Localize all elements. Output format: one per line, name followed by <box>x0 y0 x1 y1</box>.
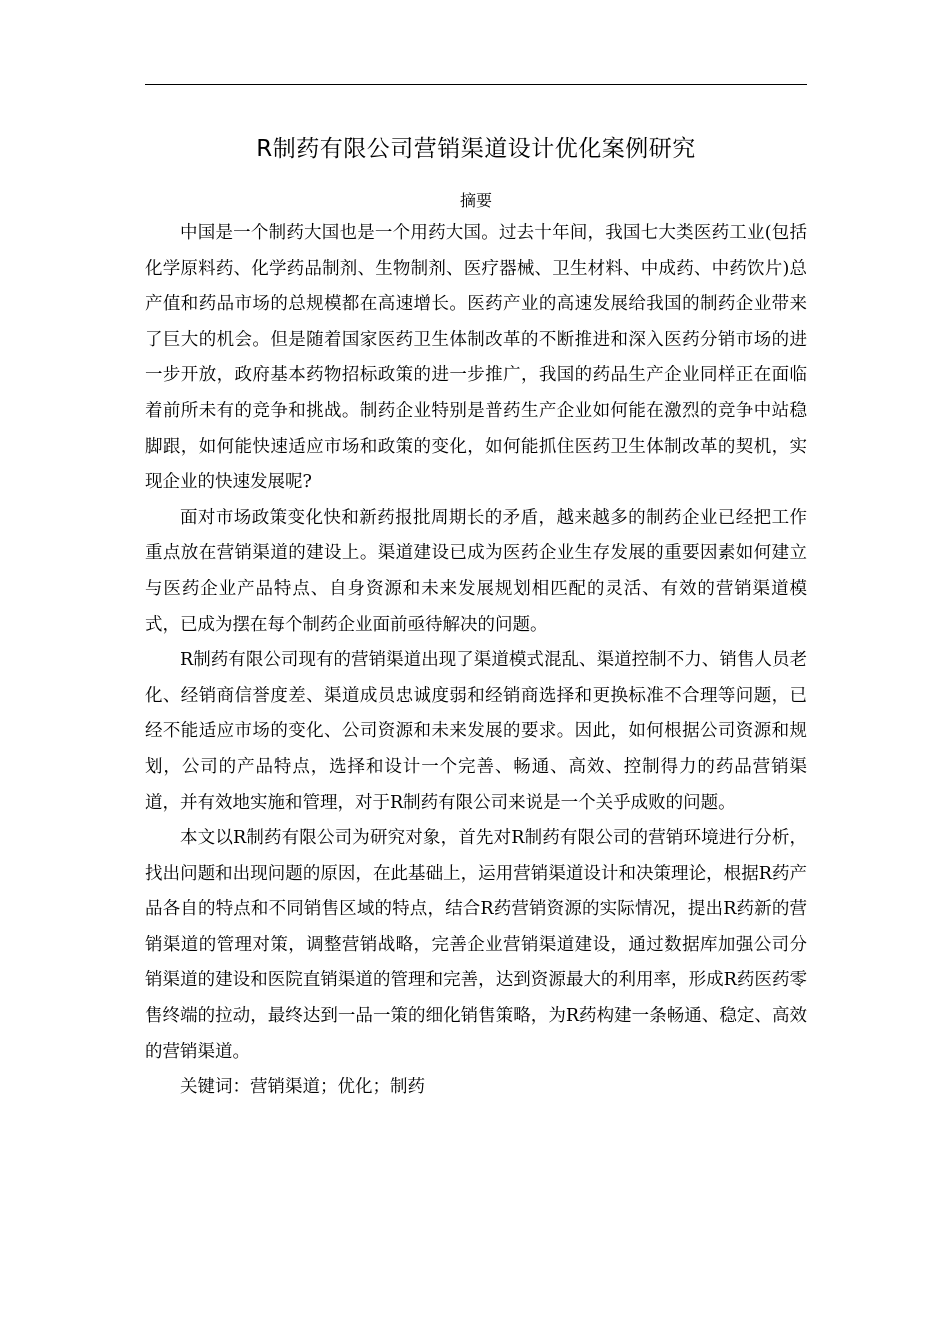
abstract-paragraph-3: R制药有限公司现有的营销渠道出现了渠道模式混乱、渠道控制不力、销售人员老化、经销商信誉度差、渠道成员忠诚度弱和经销商选择和更换标准不合理等问题，已经不能适应市场的变化、公司资源和未来发展的要求。因此，如何根据公司资源和规划，公司的产品特点，选择和设计一个完善、畅通、高效、控制得力的药品营销渠道，并有效地实施和管理，对于R制药有限公司来说是一个关乎成败的问题。 <box>145 650 807 813</box>
abstract-paragraph-4: 本文以R制药有限公司为研究对象，首先对R制药有限公司的营销环境进行分析，找出问题和出现问题的原因，在此基础上，运用营销渠道设计和决策理论，根据R药产品各自的特点和不同销售区域的特点，结合R药营销资源的实际情况，提出R药新的营销渠道的管理对策，调整营销战略，完善企业营销渠道建设，通过数据库加强公司分销渠道的建设和医院直销渠道的管理和完善，达到资源最大的利用率，形成R药医药零售终端的拉动，最终达到一品一策的细化销售策略，为R药构建一条畅通、稳定、高效的营销渠道。 <box>145 828 807 1062</box>
abstract-paragraph-2: 面对市场政策变化快和新药报批周期长的矛盾，越来越多的制药企业已经把工作重点放在营销渠道的建设上。渠道建设已成为医药企业生存发展的重要因素如何建立与医药企业产品特点、自身资源和未来发展规划相匹配的灵活、有效的营销渠道模式，已成为摆在每个制药企业面前亟待解决的问题。 <box>145 507 807 635</box>
keywords-line: 关键词：营销渠道；优化；制药 <box>180 1077 425 1098</box>
header-rule <box>145 84 807 85</box>
abstract-paragraph-1: 中国是一个制药大国也是一个用药大国。过去十年间，我国七大类医药工业(包括化学原料药、化学药品制剂、生物制剂、医疗器械、卫生材料、中成药、中药饮片)总产值和药品市场的总规模都在高速增长。医药产业的高速发展给我国的制药企业带来了巨大的机会。但是随着国家医药卫生体制改革的不断推进和深入医药分销市场的进一步开放，政府基本药物招标政策的进一步推广，我国的药品生产企业同样正在面临着前所未有的竞争和挑战。制药企业特别是普药生产企业如何能在激烈的竞争中站稳脚跟，如何能快速适应市场和政策的变化，如何能抓住医药卫生体制改革的契机，实现企业的快速发展呢? <box>145 223 807 493</box>
abstract-body <box>145 216 807 1106</box>
document-title: R制药有限公司营销渠道设计优化案例研究 <box>256 136 696 162</box>
abstract-heading: 摘要 <box>459 191 492 210</box>
